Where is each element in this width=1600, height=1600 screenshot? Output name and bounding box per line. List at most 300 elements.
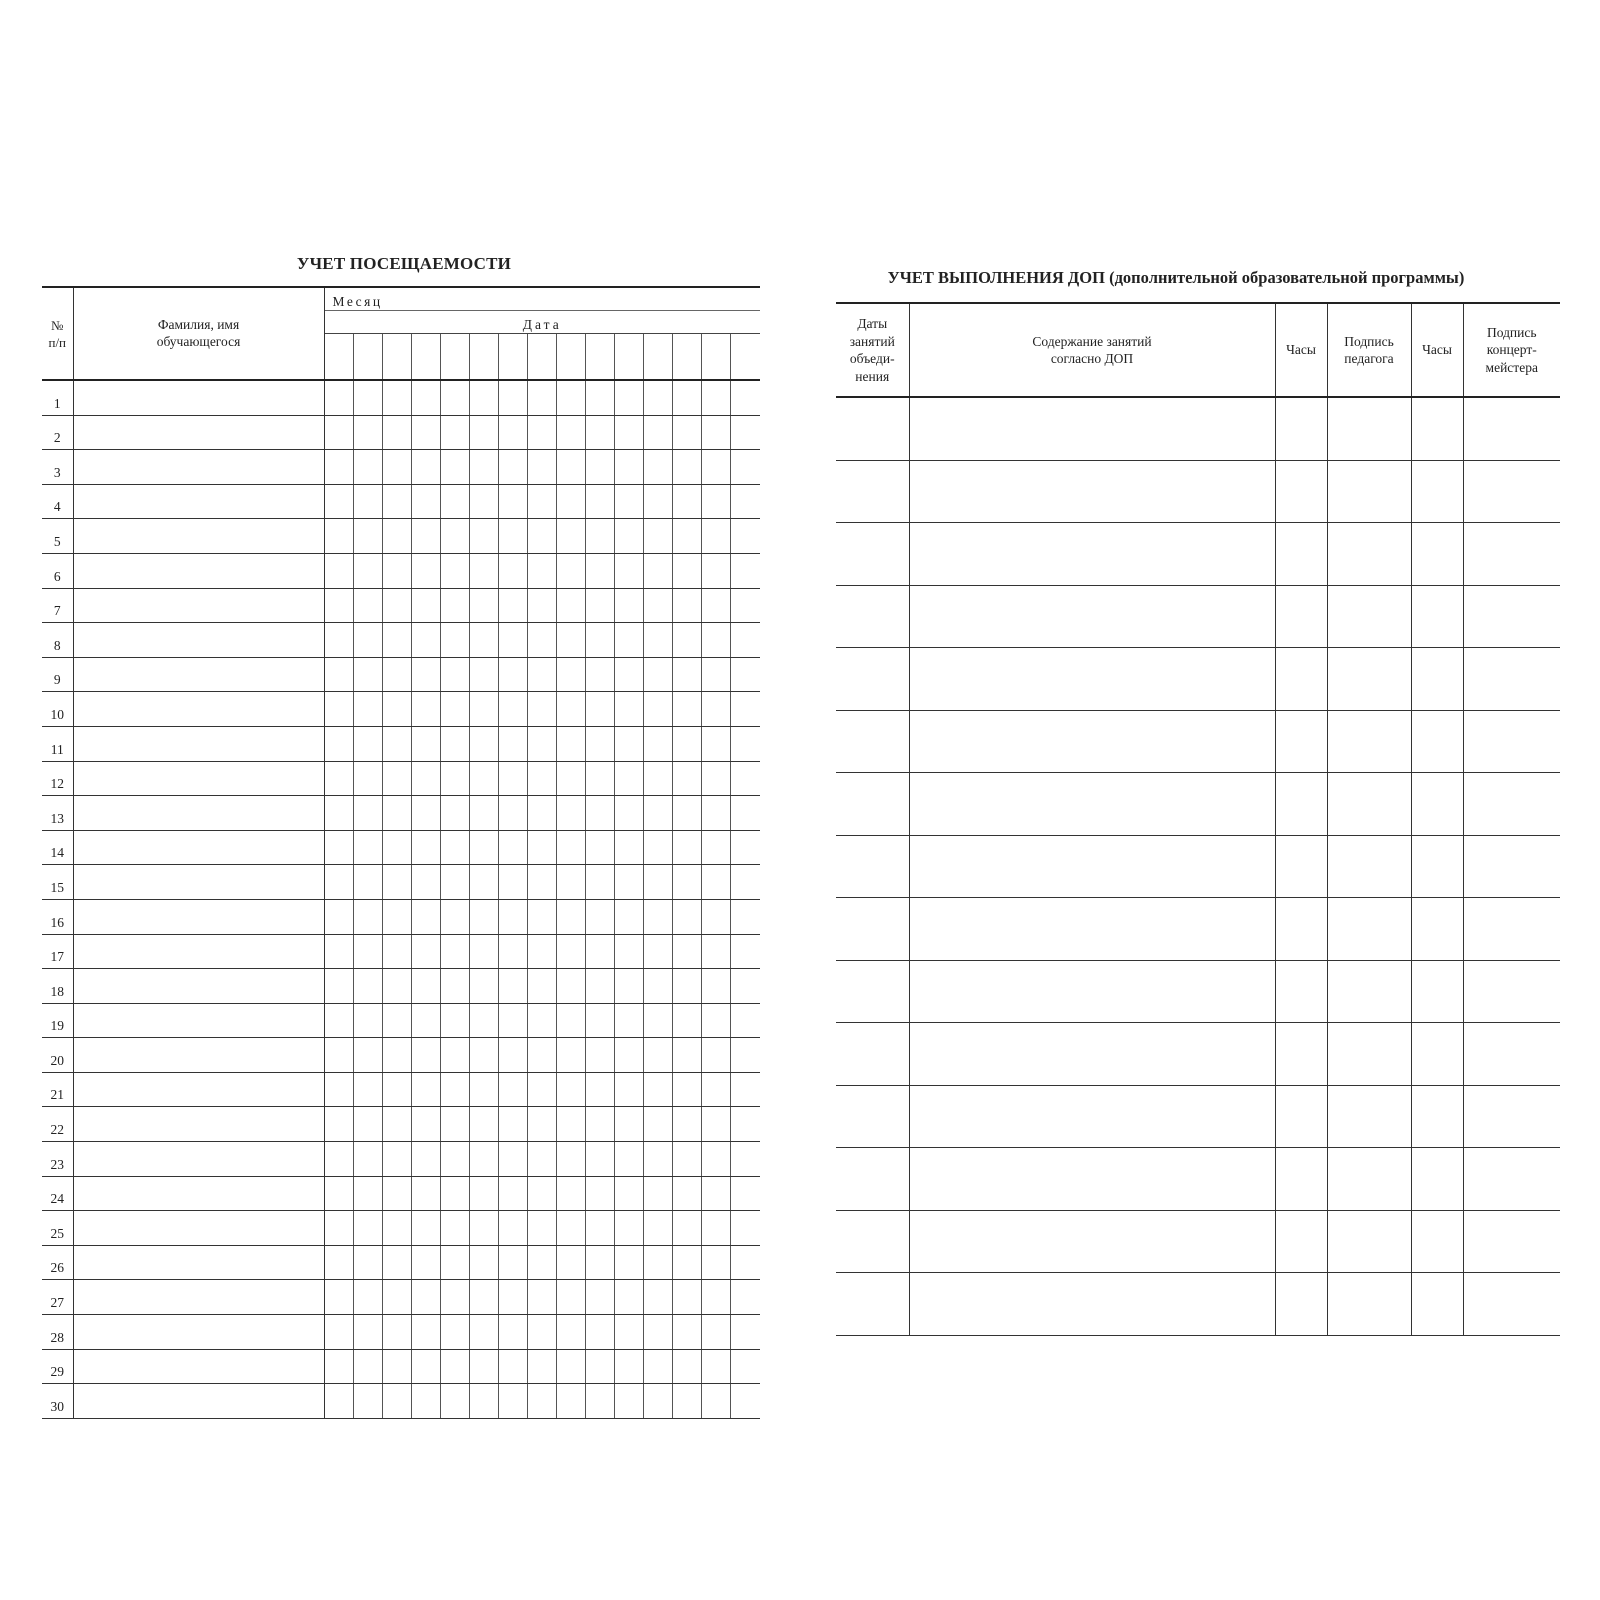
attendance-mark-cell[interactable] — [469, 1384, 498, 1419]
hours-cell[interactable] — [1411, 710, 1463, 773]
attendance-mark-cell[interactable] — [702, 1003, 731, 1038]
attendance-mark-cell[interactable] — [586, 830, 615, 865]
attendance-mark-cell[interactable] — [702, 1280, 731, 1315]
session-date-cell[interactable] — [836, 1210, 909, 1273]
accompanist-signature-cell[interactable] — [1463, 397, 1560, 460]
attendance-mark-cell[interactable] — [440, 1245, 469, 1280]
attendance-mark-cell[interactable] — [731, 692, 760, 727]
attendance-mark-cell[interactable] — [527, 657, 556, 692]
attendance-mark-cell[interactable] — [324, 865, 353, 900]
attendance-mark-cell[interactable] — [557, 623, 586, 658]
attendance-mark-cell[interactable] — [498, 1107, 527, 1142]
attendance-mark-cell[interactable] — [644, 1349, 673, 1384]
attendance-mark-cell[interactable] — [644, 899, 673, 934]
attendance-mark-cell[interactable] — [527, 415, 556, 450]
hours-cell[interactable] — [1411, 397, 1463, 460]
attendance-mark-cell[interactable] — [324, 1003, 353, 1038]
attendance-mark-cell[interactable] — [673, 1245, 702, 1280]
accompanist-signature-cell[interactable] — [1463, 1023, 1560, 1086]
attendance-mark-cell[interactable] — [469, 519, 498, 554]
attendance-mark-cell[interactable] — [469, 1072, 498, 1107]
attendance-mark-cell[interactable] — [469, 623, 498, 658]
attendance-mark-cell[interactable] — [498, 588, 527, 623]
attendance-mark-cell[interactable] — [731, 1107, 760, 1142]
teacher-signature-cell[interactable] — [1327, 1273, 1411, 1336]
attendance-mark-cell[interactable] — [702, 1349, 731, 1384]
attendance-mark-cell[interactable] — [498, 761, 527, 796]
attendance-mark-cell[interactable] — [527, 1107, 556, 1142]
attendance-mark-cell[interactable] — [324, 899, 353, 934]
attendance-mark-cell[interactable] — [731, 1384, 760, 1419]
teacher-signature-cell[interactable] — [1327, 585, 1411, 648]
attendance-mark-cell[interactable] — [440, 899, 469, 934]
attendance-mark-cell[interactable] — [702, 484, 731, 519]
attendance-mark-cell[interactable] — [324, 692, 353, 727]
attendance-mark-cell[interactable] — [527, 830, 556, 865]
session-content-cell[interactable] — [909, 523, 1275, 586]
attendance-mark-cell[interactable] — [382, 934, 411, 969]
attendance-mark-cell[interactable] — [440, 830, 469, 865]
attendance-mark-cell[interactable] — [411, 623, 440, 658]
attendance-mark-cell[interactable] — [615, 1280, 644, 1315]
hours-cell[interactable] — [1411, 1210, 1463, 1273]
accompanist-signature-cell[interactable] — [1463, 1085, 1560, 1148]
hours-cell[interactable] — [1275, 1023, 1327, 1086]
attendance-mark-cell[interactable] — [731, 450, 760, 485]
attendance-mark-cell[interactable] — [586, 796, 615, 831]
session-content-cell[interactable] — [909, 773, 1275, 836]
attendance-mark-cell[interactable] — [731, 1349, 760, 1384]
attendance-mark-cell[interactable] — [527, 1176, 556, 1211]
attendance-mark-cell[interactable] — [469, 899, 498, 934]
attendance-mark-cell[interactable] — [353, 796, 382, 831]
attendance-mark-cell[interactable] — [382, 1038, 411, 1073]
attendance-mark-cell[interactable] — [353, 484, 382, 519]
attendance-mark-cell[interactable] — [382, 484, 411, 519]
attendance-mark-cell[interactable] — [353, 519, 382, 554]
attendance-mark-cell[interactable] — [498, 1245, 527, 1280]
attendance-mark-cell[interactable] — [411, 1245, 440, 1280]
attendance-mark-cell[interactable] — [324, 415, 353, 450]
hours-cell[interactable] — [1275, 1210, 1327, 1273]
attendance-mark-cell[interactable] — [586, 726, 615, 761]
attendance-mark-cell[interactable] — [411, 1349, 440, 1384]
attendance-mark-cell[interactable] — [702, 1245, 731, 1280]
attendance-mark-cell[interactable] — [440, 623, 469, 658]
attendance-mark-cell[interactable] — [644, 657, 673, 692]
attendance-mark-cell[interactable] — [324, 1072, 353, 1107]
teacher-signature-cell[interactable] — [1327, 1210, 1411, 1273]
attendance-mark-cell[interactable] — [469, 1349, 498, 1384]
attendance-mark-cell[interactable] — [673, 934, 702, 969]
attendance-mark-cell[interactable] — [411, 657, 440, 692]
attendance-mark-cell[interactable] — [324, 553, 353, 588]
attendance-mark-cell[interactable] — [469, 484, 498, 519]
student-name-cell[interactable] — [73, 657, 324, 692]
student-name-cell[interactable] — [73, 865, 324, 900]
attendance-mark-cell[interactable] — [324, 1107, 353, 1142]
attendance-mark-cell[interactable] — [382, 519, 411, 554]
attendance-mark-cell[interactable] — [498, 1003, 527, 1038]
attendance-mark-cell[interactable] — [615, 726, 644, 761]
attendance-mark-cell[interactable] — [353, 1038, 382, 1073]
attendance-mark-cell[interactable] — [615, 1072, 644, 1107]
hours-cell[interactable] — [1411, 1148, 1463, 1211]
attendance-mark-cell[interactable] — [353, 899, 382, 934]
attendance-mark-cell[interactable] — [673, 692, 702, 727]
attendance-mark-cell[interactable] — [673, 1003, 702, 1038]
attendance-mark-cell[interactable] — [557, 1107, 586, 1142]
student-name-cell[interactable] — [73, 1176, 324, 1211]
attendance-mark-cell[interactable] — [644, 1384, 673, 1419]
attendance-mark-cell[interactable] — [382, 1142, 411, 1177]
attendance-mark-cell[interactable] — [702, 865, 731, 900]
attendance-mark-cell[interactable] — [498, 1315, 527, 1350]
attendance-mark-cell[interactable] — [731, 1280, 760, 1315]
attendance-mark-cell[interactable] — [644, 484, 673, 519]
attendance-mark-cell[interactable] — [469, 692, 498, 727]
attendance-mark-cell[interactable] — [469, 1003, 498, 1038]
attendance-mark-cell[interactable] — [411, 588, 440, 623]
hours-cell[interactable] — [1275, 773, 1327, 836]
student-name-cell[interactable] — [73, 692, 324, 727]
student-name-cell[interactable] — [73, 1280, 324, 1315]
attendance-mark-cell[interactable] — [702, 1142, 731, 1177]
hours-cell[interactable] — [1411, 1085, 1463, 1148]
attendance-mark-cell[interactable] — [644, 380, 673, 415]
attendance-mark-cell[interactable] — [557, 865, 586, 900]
attendance-mark-cell[interactable] — [411, 692, 440, 727]
attendance-mark-cell[interactable] — [673, 450, 702, 485]
attendance-mark-cell[interactable] — [440, 1003, 469, 1038]
attendance-mark-cell[interactable] — [440, 588, 469, 623]
attendance-mark-cell[interactable] — [440, 726, 469, 761]
attendance-mark-cell[interactable] — [702, 1315, 731, 1350]
attendance-mark-cell[interactable] — [469, 796, 498, 831]
attendance-mark-cell[interactable] — [324, 969, 353, 1004]
attendance-mark-cell[interactable] — [440, 484, 469, 519]
attendance-mark-cell[interactable] — [324, 484, 353, 519]
attendance-mark-cell[interactable] — [411, 1315, 440, 1350]
attendance-mark-cell[interactable] — [557, 899, 586, 934]
attendance-mark-cell[interactable] — [527, 1072, 556, 1107]
attendance-mark-cell[interactable] — [411, 553, 440, 588]
attendance-mark-cell[interactable] — [411, 415, 440, 450]
session-date-cell[interactable] — [836, 835, 909, 898]
student-name-cell[interactable] — [73, 1245, 324, 1280]
attendance-mark-cell[interactable] — [586, 657, 615, 692]
attendance-mark-cell[interactable] — [469, 1315, 498, 1350]
attendance-mark-cell[interactable] — [527, 623, 556, 658]
attendance-mark-cell[interactable] — [615, 1038, 644, 1073]
attendance-mark-cell[interactable] — [353, 588, 382, 623]
attendance-mark-cell[interactable] — [673, 726, 702, 761]
accompanist-signature-cell[interactable] — [1463, 648, 1560, 711]
attendance-mark-cell[interactable] — [557, 380, 586, 415]
attendance-mark-cell[interactable] — [382, 623, 411, 658]
session-date-cell[interactable] — [836, 585, 909, 648]
attendance-mark-cell[interactable] — [498, 380, 527, 415]
attendance-mark-cell[interactable] — [527, 1280, 556, 1315]
attendance-mark-cell[interactable] — [673, 484, 702, 519]
hours-cell[interactable] — [1411, 648, 1463, 711]
teacher-signature-cell[interactable] — [1327, 773, 1411, 836]
attendance-mark-cell[interactable] — [324, 796, 353, 831]
attendance-mark-cell[interactable] — [411, 1211, 440, 1246]
attendance-mark-cell[interactable] — [557, 726, 586, 761]
attendance-mark-cell[interactable] — [586, 519, 615, 554]
attendance-mark-cell[interactable] — [644, 1038, 673, 1073]
attendance-mark-cell[interactable] — [673, 1280, 702, 1315]
attendance-mark-cell[interactable] — [382, 1176, 411, 1211]
attendance-mark-cell[interactable] — [702, 1176, 731, 1211]
hours-cell[interactable] — [1275, 1085, 1327, 1148]
hours-cell[interactable] — [1411, 1273, 1463, 1336]
session-content-cell[interactable] — [909, 460, 1275, 523]
attendance-mark-cell[interactable] — [557, 553, 586, 588]
attendance-mark-cell[interactable] — [498, 1038, 527, 1073]
attendance-mark-cell[interactable] — [557, 969, 586, 1004]
attendance-mark-cell[interactable] — [644, 726, 673, 761]
attendance-mark-cell[interactable] — [615, 1384, 644, 1419]
attendance-mark-cell[interactable] — [527, 692, 556, 727]
attendance-mark-cell[interactable] — [469, 726, 498, 761]
attendance-mark-cell[interactable] — [440, 934, 469, 969]
attendance-mark-cell[interactable] — [411, 450, 440, 485]
attendance-mark-cell[interactable] — [702, 623, 731, 658]
hours-cell[interactable] — [1411, 1023, 1463, 1086]
attendance-mark-cell[interactable] — [615, 934, 644, 969]
attendance-mark-cell[interactable] — [411, 1038, 440, 1073]
attendance-mark-cell[interactable] — [557, 1384, 586, 1419]
attendance-mark-cell[interactable] — [615, 380, 644, 415]
attendance-mark-cell[interactable] — [382, 865, 411, 900]
attendance-mark-cell[interactable] — [440, 1349, 469, 1384]
attendance-mark-cell[interactable] — [498, 969, 527, 1004]
attendance-mark-cell[interactable] — [731, 934, 760, 969]
attendance-mark-cell[interactable] — [324, 830, 353, 865]
attendance-mark-cell[interactable] — [440, 1315, 469, 1350]
session-content-cell[interactable] — [909, 1210, 1275, 1273]
attendance-mark-cell[interactable] — [324, 761, 353, 796]
attendance-mark-cell[interactable] — [615, 1211, 644, 1246]
attendance-mark-cell[interactable] — [731, 969, 760, 1004]
attendance-mark-cell[interactable] — [353, 969, 382, 1004]
attendance-mark-cell[interactable] — [353, 1107, 382, 1142]
teacher-signature-cell[interactable] — [1327, 710, 1411, 773]
attendance-mark-cell[interactable] — [702, 1384, 731, 1419]
attendance-mark-cell[interactable] — [382, 1315, 411, 1350]
attendance-mark-cell[interactable] — [644, 1280, 673, 1315]
attendance-mark-cell[interactable] — [411, 380, 440, 415]
attendance-mark-cell[interactable] — [527, 969, 556, 1004]
attendance-mark-cell[interactable] — [498, 519, 527, 554]
attendance-mark-cell[interactable] — [673, 1211, 702, 1246]
student-name-cell[interactable] — [73, 726, 324, 761]
attendance-mark-cell[interactable] — [673, 380, 702, 415]
attendance-mark-cell[interactable] — [615, 1142, 644, 1177]
session-content-cell[interactable] — [909, 960, 1275, 1023]
hours-cell[interactable] — [1275, 585, 1327, 648]
teacher-signature-cell[interactable] — [1327, 835, 1411, 898]
attendance-mark-cell[interactable] — [702, 796, 731, 831]
attendance-mark-cell[interactable] — [353, 865, 382, 900]
attendance-mark-cell[interactable] — [644, 588, 673, 623]
attendance-mark-cell[interactable] — [586, 623, 615, 658]
attendance-mark-cell[interactable] — [440, 1107, 469, 1142]
attendance-mark-cell[interactable] — [644, 934, 673, 969]
attendance-mark-cell[interactable] — [411, 796, 440, 831]
attendance-mark-cell[interactable] — [586, 415, 615, 450]
hours-cell[interactable] — [1275, 397, 1327, 460]
attendance-mark-cell[interactable] — [469, 1038, 498, 1073]
attendance-mark-cell[interactable] — [702, 553, 731, 588]
session-date-cell[interactable] — [836, 1148, 909, 1211]
attendance-mark-cell[interactable] — [731, 865, 760, 900]
attendance-mark-cell[interactable] — [673, 761, 702, 796]
accompanist-signature-cell[interactable] — [1463, 960, 1560, 1023]
attendance-mark-cell[interactable] — [440, 1176, 469, 1211]
attendance-mark-cell[interactable] — [469, 761, 498, 796]
teacher-signature-cell[interactable] — [1327, 960, 1411, 1023]
attendance-mark-cell[interactable] — [702, 1211, 731, 1246]
session-content-cell[interactable] — [909, 710, 1275, 773]
accompanist-signature-cell[interactable] — [1463, 710, 1560, 773]
attendance-mark-cell[interactable] — [731, 484, 760, 519]
attendance-mark-cell[interactable] — [498, 623, 527, 658]
attendance-mark-cell[interactable] — [586, 865, 615, 900]
attendance-mark-cell[interactable] — [644, 1072, 673, 1107]
session-content-cell[interactable] — [909, 585, 1275, 648]
attendance-mark-cell[interactable] — [615, 415, 644, 450]
attendance-mark-cell[interactable] — [353, 1072, 382, 1107]
attendance-mark-cell[interactable] — [557, 830, 586, 865]
attendance-mark-cell[interactable] — [324, 450, 353, 485]
attendance-mark-cell[interactable] — [527, 1384, 556, 1419]
attendance-mark-cell[interactable] — [557, 1280, 586, 1315]
attendance-mark-cell[interactable] — [615, 865, 644, 900]
student-name-cell[interactable] — [73, 450, 324, 485]
session-date-cell[interactable] — [836, 960, 909, 1023]
attendance-mark-cell[interactable] — [498, 484, 527, 519]
teacher-signature-cell[interactable] — [1327, 397, 1411, 460]
attendance-mark-cell[interactable] — [673, 1176, 702, 1211]
attendance-mark-cell[interactable] — [440, 796, 469, 831]
attendance-mark-cell[interactable] — [731, 1315, 760, 1350]
session-content-cell[interactable] — [909, 648, 1275, 711]
attendance-mark-cell[interactable] — [586, 450, 615, 485]
attendance-mark-cell[interactable] — [353, 1349, 382, 1384]
attendance-mark-cell[interactable] — [382, 1349, 411, 1384]
accompanist-signature-cell[interactable] — [1463, 523, 1560, 586]
attendance-mark-cell[interactable] — [324, 1038, 353, 1073]
attendance-mark-cell[interactable] — [731, 726, 760, 761]
attendance-mark-cell[interactable] — [702, 899, 731, 934]
attendance-mark-cell[interactable] — [673, 1072, 702, 1107]
attendance-mark-cell[interactable] — [673, 830, 702, 865]
attendance-mark-cell[interactable] — [673, 657, 702, 692]
attendance-mark-cell[interactable] — [498, 1176, 527, 1211]
attendance-mark-cell[interactable] — [586, 969, 615, 1004]
attendance-mark-cell[interactable] — [702, 380, 731, 415]
attendance-mark-cell[interactable] — [440, 1072, 469, 1107]
attendance-mark-cell[interactable] — [440, 519, 469, 554]
attendance-mark-cell[interactable] — [702, 934, 731, 969]
attendance-mark-cell[interactable] — [615, 1176, 644, 1211]
attendance-mark-cell[interactable] — [615, 657, 644, 692]
attendance-mark-cell[interactable] — [440, 1280, 469, 1315]
attendance-mark-cell[interactable] — [586, 1003, 615, 1038]
attendance-mark-cell[interactable] — [353, 1142, 382, 1177]
teacher-signature-cell[interactable] — [1327, 1085, 1411, 1148]
attendance-mark-cell[interactable] — [469, 1245, 498, 1280]
attendance-mark-cell[interactable] — [586, 692, 615, 727]
session-content-cell[interactable] — [909, 397, 1275, 460]
attendance-mark-cell[interactable] — [615, 519, 644, 554]
attendance-mark-cell[interactable] — [702, 415, 731, 450]
attendance-mark-cell[interactable] — [702, 692, 731, 727]
attendance-mark-cell[interactable] — [586, 1072, 615, 1107]
attendance-mark-cell[interactable] — [498, 1384, 527, 1419]
attendance-mark-cell[interactable] — [557, 1072, 586, 1107]
attendance-mark-cell[interactable] — [527, 761, 556, 796]
attendance-mark-cell[interactable] — [731, 623, 760, 658]
hours-cell[interactable] — [1275, 1273, 1327, 1336]
session-date-cell[interactable] — [836, 460, 909, 523]
attendance-mark-cell[interactable] — [673, 899, 702, 934]
attendance-mark-cell[interactable] — [557, 692, 586, 727]
student-name-cell[interactable] — [73, 484, 324, 519]
attendance-mark-cell[interactable] — [498, 1280, 527, 1315]
attendance-mark-cell[interactable] — [527, 796, 556, 831]
attendance-mark-cell[interactable] — [353, 692, 382, 727]
attendance-mark-cell[interactable] — [557, 1245, 586, 1280]
attendance-mark-cell[interactable] — [673, 1038, 702, 1073]
attendance-mark-cell[interactable] — [673, 415, 702, 450]
attendance-mark-cell[interactable] — [644, 1211, 673, 1246]
hours-cell[interactable] — [1411, 460, 1463, 523]
attendance-mark-cell[interactable] — [498, 657, 527, 692]
teacher-signature-cell[interactable] — [1327, 648, 1411, 711]
attendance-mark-cell[interactable] — [731, 1072, 760, 1107]
attendance-mark-cell[interactable] — [382, 553, 411, 588]
student-name-cell[interactable] — [73, 588, 324, 623]
attendance-mark-cell[interactable] — [440, 692, 469, 727]
attendance-mark-cell[interactable] — [498, 830, 527, 865]
attendance-mark-cell[interactable] — [586, 899, 615, 934]
accompanist-signature-cell[interactable] — [1463, 1273, 1560, 1336]
attendance-mark-cell[interactable] — [644, 796, 673, 831]
attendance-mark-cell[interactable] — [498, 726, 527, 761]
attendance-mark-cell[interactable] — [615, 899, 644, 934]
attendance-mark-cell[interactable] — [731, 761, 760, 796]
attendance-mark-cell[interactable] — [527, 1038, 556, 1073]
session-content-cell[interactable] — [909, 1148, 1275, 1211]
attendance-mark-cell[interactable] — [557, 657, 586, 692]
attendance-mark-cell[interactable] — [353, 553, 382, 588]
attendance-mark-cell[interactable] — [673, 623, 702, 658]
attendance-mark-cell[interactable] — [586, 1384, 615, 1419]
attendance-mark-cell[interactable] — [673, 796, 702, 831]
attendance-mark-cell[interactable] — [498, 796, 527, 831]
attendance-mark-cell[interactable] — [527, 1142, 556, 1177]
student-name-cell[interactable] — [73, 1142, 324, 1177]
attendance-mark-cell[interactable] — [673, 588, 702, 623]
attendance-mark-cell[interactable] — [527, 450, 556, 485]
teacher-signature-cell[interactable] — [1327, 898, 1411, 961]
attendance-mark-cell[interactable] — [557, 484, 586, 519]
attendance-mark-cell[interactable] — [527, 1211, 556, 1246]
